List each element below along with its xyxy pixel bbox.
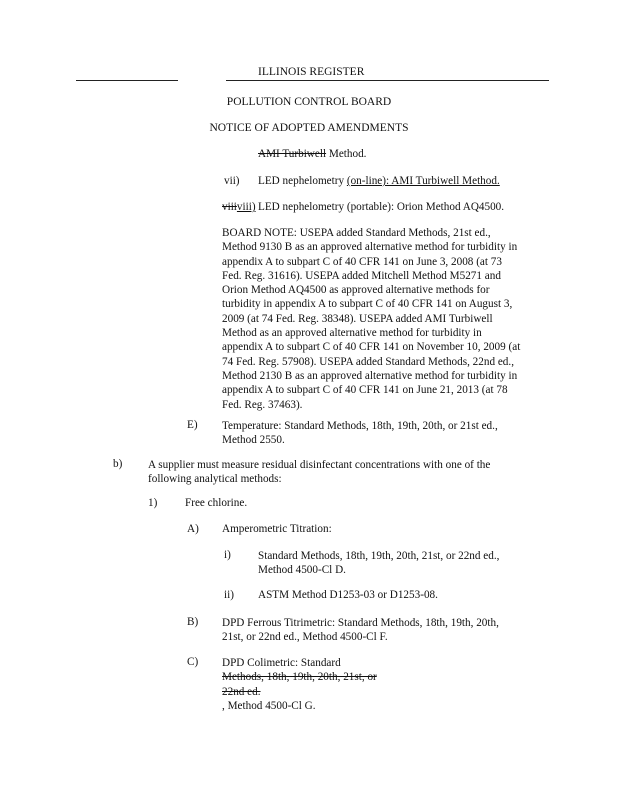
item-vii-prefix: LED nephelometry (258, 175, 347, 187)
board-note-line: 74 Fed. Reg. 57908). USEPA added Standard Methods, 22nd ed., (222, 355, 514, 368)
item-C-line-2 (222, 685, 377, 714)
item-B-line: DPD Ferrous Titrimetric: Standard Methods, 18th, 19th, 20th, (222, 617, 499, 629)
board-title: POLLUTION CONTROL BOARD (226, 96, 392, 108)
item-C-text (222, 656, 377, 713)
item-viii-struck: viii (222, 201, 237, 213)
item-i-line: Standard Methods, 18th, 19th, 20th, 21st, or 22nd ed., (258, 550, 500, 562)
notice-title: NOTICE OF ADOPTED AMENDMENTS (209, 122, 409, 134)
item-b-label: b) (113, 458, 123, 470)
board-note-line: BOARD NOTE: USEPA added Standard Methods, 21st ed., (222, 227, 491, 239)
item-C-struck-2: 22nd ed. (222, 685, 261, 698)
item-viii-label (222, 201, 256, 213)
register-title: ILLINOIS REGISTER (258, 66, 365, 78)
item-1-label: 1) (148, 497, 158, 509)
board-note-line: Fed. Reg. 31616). USEPA added Mitchell Method M5271 and (222, 269, 501, 282)
board-note-line: appendix A to subpart C of 40 CFR 141 on June 3, 2008 (at 73 (222, 255, 502, 268)
header-left-rule (76, 80, 178, 81)
board-note-line: Method 2130 B as an approved alternative method for turbidity in (222, 369, 518, 382)
item-b-line: A supplier must measure residual disinfectant concentrations with one of the (148, 459, 491, 471)
board-note-line: Orion Method AQ4500 as approved alternative methods for (222, 284, 490, 297)
board-note-line: Method as an approved alternative method for turbidity in (222, 327, 482, 340)
item-viii-text: LED nephelometry (portable): Orion Method AQ4500. (258, 201, 505, 213)
item-1-text: Free chlorine. (185, 497, 248, 509)
item-vii-text (258, 175, 500, 187)
item-A-text: Amperometric Titration: (222, 523, 332, 535)
board-note-line: 2009 (at 74 Fed. Reg. 38348). USEPA added AMI Turbiwell (222, 312, 493, 325)
item-C-prefix: DPD Colimetric: Standard (222, 657, 341, 669)
board-note-line: Method 9130 B as an approved alternative method for turbidity in (222, 241, 518, 254)
item-i-label: i) (224, 549, 231, 561)
board-note-line: turbidity in appendix A to subpart C of 40 CFR 141 on August 3, (222, 298, 513, 311)
board-note-line: Fed. Reg. 37463). (222, 398, 303, 411)
item-B-line: 21st, or 22nd ed., Method 4500-Cl F. (222, 631, 388, 644)
item-C-suffix: , Method 4500-Cl G. (222, 699, 316, 712)
board-note-line: appendix A to subpart C of 40 CFR 141 on June 21, 2013 (at 78 (222, 384, 508, 397)
item-i-line: Method 4500-Cl D. (258, 564, 346, 577)
item-b-text (148, 458, 490, 487)
method-suffix: Method. (326, 148, 367, 160)
item-i-text (258, 549, 499, 578)
item-vii-underlined: (on-line): AMI Turbiwell Method. (346, 175, 500, 187)
item-vii-label: vii) (224, 175, 240, 187)
item-B-text (222, 616, 499, 645)
board-note-line: appendix A to subpart C of 40 CFR 141 on November 10, 2009 (at (222, 341, 521, 354)
item-C-struck-1: Methods, 18th, 19th, 20th, 21st, or (222, 671, 377, 684)
item-viii-new-label: viii) (236, 201, 256, 213)
struck-text: AMI Turbiwell (258, 148, 327, 160)
item-E-text (222, 419, 498, 448)
item-E-line: Temperature: Standard Methods, 18th, 19th, 20th, or 21st ed., (222, 420, 498, 432)
item-E-line: Method 2550. (222, 434, 285, 447)
item-b-line: following analytical methods: (148, 473, 282, 486)
item-A-label: A) (187, 523, 199, 535)
item-C-label: C) (187, 656, 199, 668)
struck-method-line (258, 148, 366, 160)
item-B-label: B) (187, 616, 199, 628)
item-ii-text: ASTM Method D1253-03 or D1253-08. (258, 589, 438, 601)
item-ii-label: ii) (224, 589, 234, 601)
item-E-label: E) (187, 419, 198, 431)
item-C-line-1 (222, 656, 377, 685)
board-note (222, 226, 520, 412)
header-right-rule (226, 80, 549, 81)
